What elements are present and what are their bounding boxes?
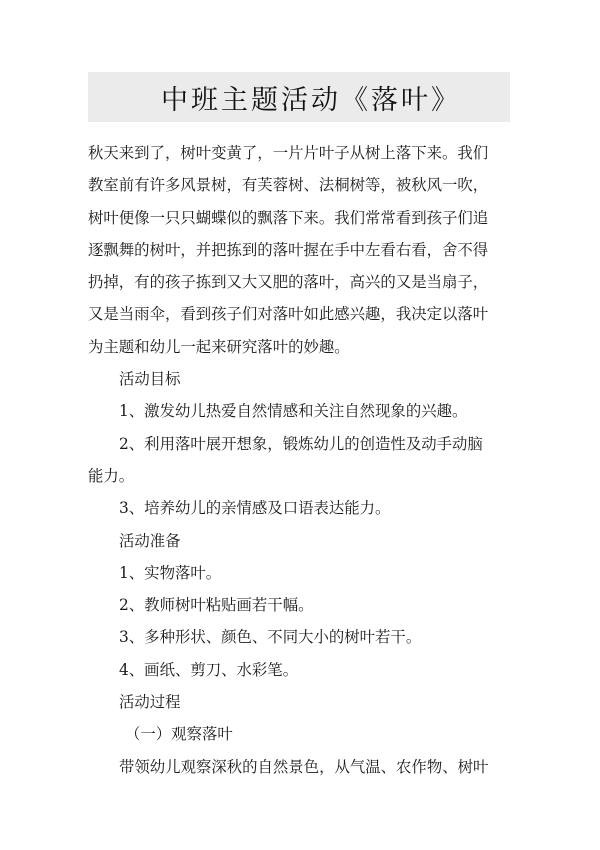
page-title: 中班主题活动《落叶》 bbox=[161, 84, 461, 116]
process-subheading-1: （一）观察落叶 bbox=[125, 725, 233, 744]
process-text-1: 带领幼儿观察深秋的自然景色，从气温、农作物、树叶 bbox=[119, 757, 489, 776]
prep-item-1: 1、实物落叶。 bbox=[119, 563, 222, 582]
intro-line-5: 扔掉，有的孩子拣到又大又肥的落叶，高兴的又是当扇子， bbox=[88, 273, 489, 292]
goal-item-1: 1、激发幼儿热爱自然情感和关注自然现象的兴趣。 bbox=[119, 402, 468, 421]
prep-item-2: 2、教师树叶粘贴画若干幅。 bbox=[119, 596, 314, 615]
intro-line-7: 为主题和幼儿一起来研究落叶的妙趣。 bbox=[88, 337, 350, 356]
intro-line-6: 又是当雨伞，看到孩子们对落叶如此感兴趣，我决定以落叶 bbox=[88, 305, 489, 324]
title-banner bbox=[88, 72, 510, 122]
goal-item-2-continued: 能力。 bbox=[88, 466, 135, 485]
document-body bbox=[88, 137, 514, 783]
goal-item-3: 3、培养幼儿的亲情感及口语表达能力。 bbox=[119, 499, 391, 518]
intro-line-1: 秋天来到了，树叶变黄了，一片片叶子从树上落下来。我们 bbox=[88, 144, 489, 162]
intro-line-4: 逐飘舞的树叶，并把拣到的落叶握在手中左看右看，舍不得 bbox=[88, 240, 489, 259]
prep-item-3: 3、多种形状、颜色、不同大小的树叶若干。 bbox=[119, 628, 422, 647]
intro-line-2: 教室前有许多风景树，有芙蓉树、法桐树等，被秋风一吹， bbox=[88, 176, 489, 195]
section-heading-process: 活动过程 bbox=[119, 693, 181, 712]
section-heading-preparation: 活动准备 bbox=[119, 531, 181, 550]
intro-line-3: 树叶便像一只只蝴蝶似的飘落下来。我们常常看到孩子们追 bbox=[88, 208, 489, 227]
prep-item-4: 4、画纸、剪刀、水彩笔。 bbox=[119, 660, 299, 679]
section-heading-goals: 活动目标 bbox=[119, 370, 181, 389]
goal-item-2: 2、利用落叶展开想象，锻炼幼儿的创造性及动手动脑 bbox=[119, 434, 483, 453]
